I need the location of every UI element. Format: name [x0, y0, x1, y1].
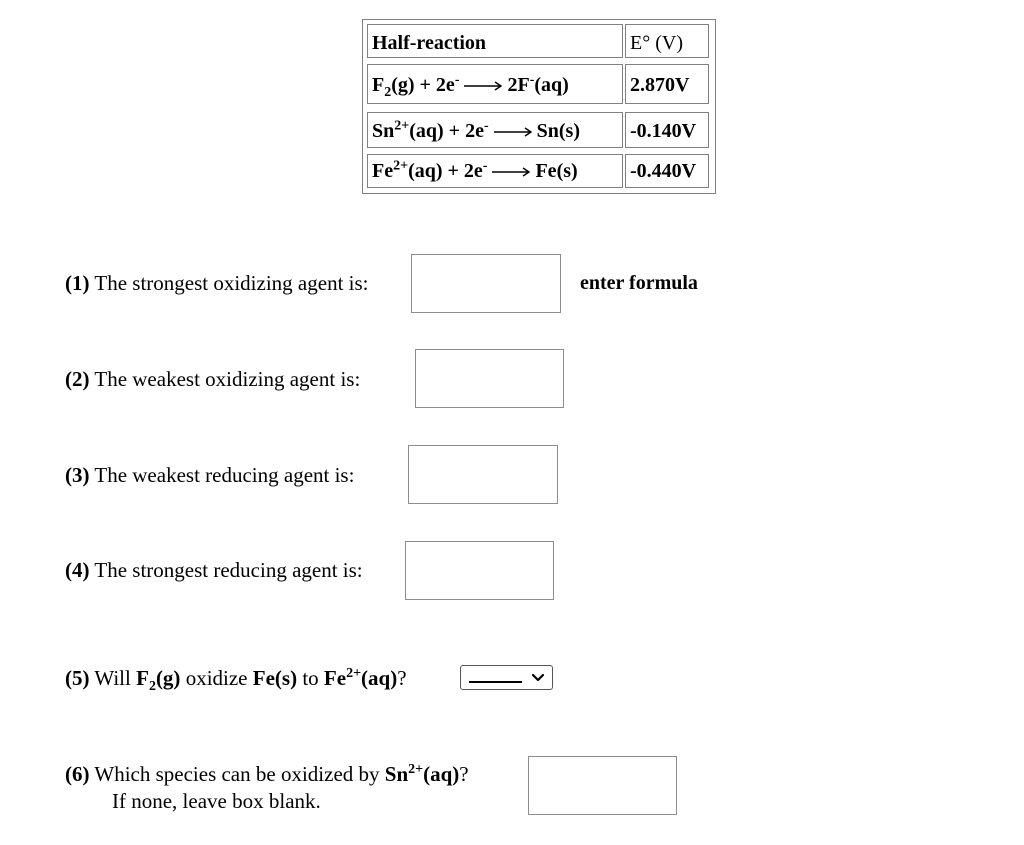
question-3	[65, 463, 354, 488]
question-5-text-4: ?	[397, 666, 407, 690]
weakest-oxidizing-agent-input[interactable]	[415, 349, 564, 408]
question-5-text-3: to	[297, 666, 324, 690]
question-5-number: (5)	[65, 666, 90, 690]
header-potential	[625, 24, 709, 58]
header-half-reaction-label: Half-reaction	[372, 32, 487, 54]
weakest-reducing-agent-input[interactable]	[408, 445, 558, 504]
strongest-oxidizing-agent-input[interactable]	[411, 254, 561, 313]
species-fe2plus: $Fe^{2+}(aq)$	[323, 666, 398, 690]
oxidized-by-sn2plus-input[interactable]	[528, 756, 677, 815]
question-4-text: The strongest reducing agent is:	[89, 558, 363, 582]
question-2-text: The weakest oxidizing agent is:	[89, 367, 361, 391]
question-2-number: (2)	[65, 367, 90, 391]
header-potential-label: E° (V)	[630, 32, 683, 54]
right-arrow-icon	[493, 122, 533, 142]
half-reaction-row-2	[367, 112, 623, 148]
question-3-number: (3)	[65, 463, 90, 487]
chevron-down-icon	[531, 671, 545, 689]
potential-row-3	[625, 154, 709, 188]
half-reaction-1: $F_2(g) + 2e^-$ 2F-(aq)	[372, 72, 569, 100]
dropdown-blank-line	[469, 681, 522, 683]
question-6-text-1: Which species can be oxidized by	[89, 762, 385, 786]
question-1-text: The strongest oxidizing agent is:	[89, 271, 369, 295]
reduction-potentials-table	[362, 19, 716, 194]
question-5-text-1: Will	[89, 666, 137, 690]
question-5-text-2: oxidize	[180, 666, 253, 690]
question-1	[65, 271, 369, 296]
half-reaction-row-1	[367, 64, 623, 104]
potential-row-2	[625, 112, 709, 148]
will-oxidize-dropdown[interactable]	[460, 665, 553, 690]
enter-formula-hint: enter formula	[580, 272, 698, 294]
question-3-text: The weakest reducing agent is:	[89, 463, 355, 487]
species-fe-solid: Fe(s)	[252, 666, 298, 690]
question-6-instruction: If none, leave box blank.	[112, 789, 321, 813]
question-6-text-2: ?	[459, 762, 469, 786]
half-reaction-3: $Fe^{2+}(aq) + 2e^-$ Fe(s)	[372, 158, 578, 182]
question-2	[65, 367, 360, 392]
question-6	[65, 762, 469, 787]
species-sn2plus: $Sn^{2+}(aq)$	[384, 762, 460, 786]
question-1-number: (1)	[65, 271, 90, 295]
question-6-number: (6)	[65, 762, 90, 786]
potential-value-2: -0.140V	[630, 120, 697, 142]
right-arrow-icon	[463, 76, 503, 96]
header-half-reaction	[367, 24, 623, 58]
potential-value-1: 2.870V	[630, 74, 690, 96]
strongest-reducing-agent-input[interactable]	[405, 541, 554, 600]
potential-row-1	[625, 64, 709, 104]
species-f2: $F_2(g)$	[136, 666, 181, 695]
half-reaction-2: $Sn^{2+}(aq) + 2e^-$ Sn(s)	[372, 118, 580, 142]
question-5	[65, 666, 407, 695]
question-4	[65, 558, 363, 583]
half-reaction-row-3	[367, 154, 623, 188]
right-arrow-icon	[491, 162, 531, 182]
question-4-number: (4)	[65, 558, 90, 582]
potential-value-3: -0.440V	[630, 160, 697, 182]
